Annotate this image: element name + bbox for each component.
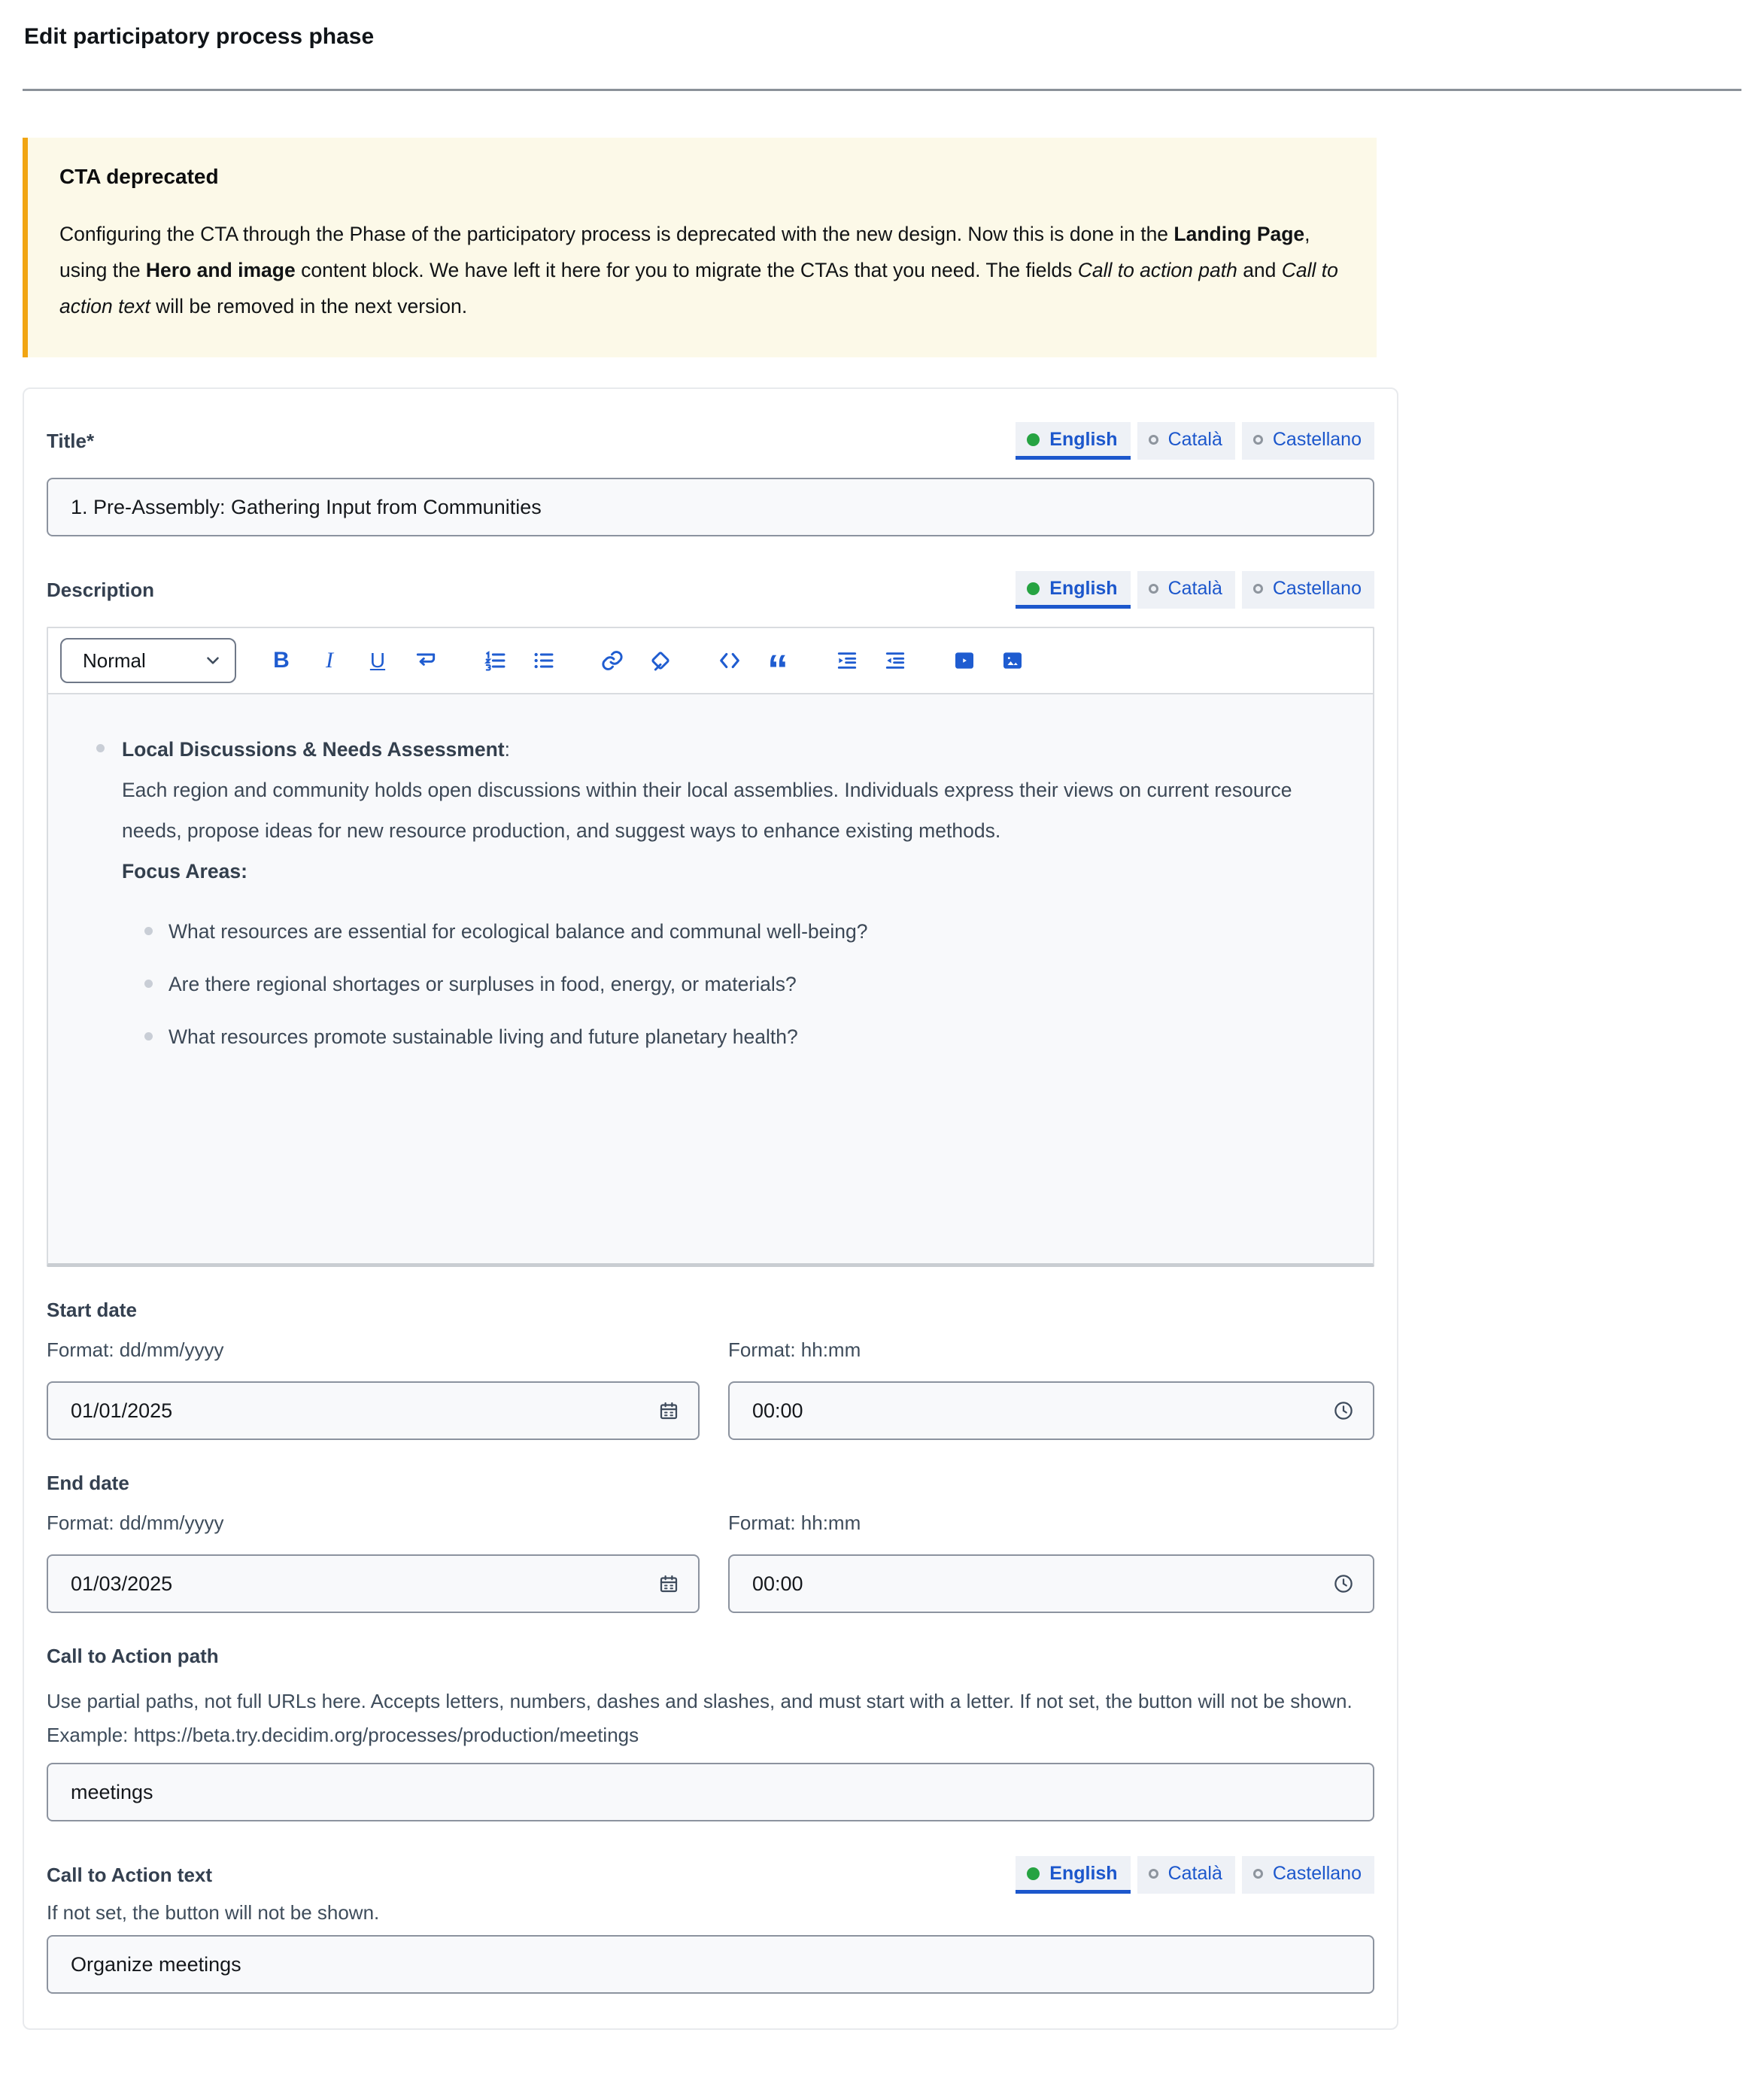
start-date-label: Start date: [47, 1299, 137, 1321]
language-tab-english[interactable]: [1016, 571, 1130, 609]
language-radio-icon: [1149, 1869, 1158, 1879]
description-language-tabs: [1016, 571, 1374, 609]
focus-areas-list: [122, 911, 1346, 1057]
line-break-button[interactable]: [411, 644, 441, 677]
end-time-input[interactable]: [752, 1572, 1332, 1596]
callout-cta-text-field: Call to action text: [59, 259, 1338, 317]
language-tab-label: English: [1049, 1863, 1118, 1884]
indent-button[interactable]: [832, 644, 862, 677]
start-time-field: [728, 1381, 1374, 1440]
language-tab-label: Castellano: [1272, 578, 1362, 599]
bullet-list-button[interactable]: [528, 644, 558, 677]
editor-content[interactable]: [48, 693, 1373, 1263]
focus-areas-label: Focus Areas:: [122, 860, 247, 883]
outdent-icon: [883, 649, 907, 673]
bold-button[interactable]: [266, 644, 296, 677]
video-embed-icon: [952, 649, 976, 673]
erase-styles-icon: [648, 649, 673, 673]
list-item: [122, 729, 1346, 1057]
language-tab-catala[interactable]: [1137, 422, 1235, 460]
language-tab-english[interactable]: [1016, 422, 1130, 460]
language-tab-catala[interactable]: [1137, 571, 1235, 609]
list-item: What resources promote sustainable living and future planetary health?: [169, 1016, 1346, 1057]
list-item: What resources are essential for ecological balance and communal well-being?: [169, 911, 1346, 952]
cta-path-group: [47, 1645, 1374, 1821]
cta-path-field: [47, 1763, 1374, 1821]
bullet-list-icon: [531, 649, 555, 673]
language-tab-label: Català: [1167, 429, 1222, 450]
title-language-tabs: [1016, 422, 1374, 460]
header-divider: [23, 89, 1741, 91]
bold-icon: B: [273, 648, 290, 673]
cta-text-input[interactable]: [71, 1953, 1355, 1976]
blockquote-button[interactable]: [763, 644, 793, 693]
start-date-field: [47, 1381, 700, 1440]
active-language-dot-icon: [1027, 582, 1040, 595]
start-time-input[interactable]: [752, 1399, 1332, 1423]
language-tab-label: Català: [1167, 1863, 1222, 1884]
video-embed-button[interactable]: [949, 644, 979, 677]
language-radio-icon: [1149, 435, 1158, 445]
active-language-dot-icon: [1027, 1867, 1040, 1880]
title-input-wrapper: [47, 478, 1374, 536]
end-date-field: [47, 1554, 700, 1613]
editor-toolbar: [48, 628, 1373, 693]
end-date-group: [47, 1472, 1374, 1613]
link-button[interactable]: [597, 644, 627, 677]
cta-deprecated-callout: [23, 138, 1377, 357]
language-radio-icon: [1253, 584, 1263, 594]
cta-path-help-line1: Use partial paths, not full URLs here. Accepts letters, numbers, dashes and slashes, and must start with a letter. If not set, the button will not be shown.: [47, 1690, 1353, 1712]
outdent-button[interactable]: [880, 644, 910, 677]
underline-button[interactable]: [363, 644, 393, 677]
title-input[interactable]: [71, 496, 1355, 519]
chevron-down-icon: [203, 651, 223, 670]
time-format-hint: Format: hh:mm: [728, 1338, 861, 1361]
item-body: Each region and community holds open discussions within their local assemblies. Individuals express their views on current resource needs, propose ideas for new resource production, and suggest ways to enhance existing methods.: [122, 779, 1292, 842]
language-tab-castellano[interactable]: [1242, 422, 1374, 460]
rich-text-editor: [47, 627, 1374, 1267]
callout-landing-page: Landing Page: [1173, 223, 1305, 245]
callout-title: CTA deprecated: [59, 165, 219, 188]
date-format-hint: Format: dd/mm/yyyy: [47, 1511, 224, 1534]
calendar-icon[interactable]: [657, 1572, 680, 1595]
clock-icon[interactable]: [1332, 1572, 1355, 1595]
end-date-input[interactable]: [71, 1572, 657, 1596]
description-field-group: [47, 568, 1374, 1267]
start-date-input[interactable]: [71, 1399, 657, 1423]
language-tab-label: Castellano: [1272, 429, 1362, 450]
date-format-hint: Format: dd/mm/yyyy: [47, 1338, 224, 1361]
language-tab-castellano[interactable]: [1242, 1856, 1374, 1894]
item-heading: Local Discussions & Needs Assessment: [122, 738, 505, 761]
list-item: Are there regional shortages or surpluses in food, energy, or materials?: [169, 964, 1346, 1004]
callout-text: content block. We have left it here for you to migrate the CTAs that you need. The fields: [295, 259, 1078, 281]
title-label: Title*: [47, 429, 95, 452]
language-radio-icon: [1149, 584, 1158, 594]
phase-form-card: [23, 387, 1398, 2030]
ordered-list-icon: [483, 649, 507, 673]
cta-text-group: [47, 1853, 1374, 1994]
time-format-hint: Format: hh:mm: [728, 1511, 861, 1534]
image-icon: [1000, 649, 1025, 673]
language-tab-label: Castellano: [1272, 1863, 1362, 1884]
language-tab-english[interactable]: [1016, 1856, 1130, 1894]
cta-path-label: Call to Action path: [47, 1645, 219, 1667]
callout-text: , using the: [59, 223, 1310, 281]
cta-text-label: Call to Action text: [47, 1863, 213, 1886]
indent-icon: [835, 649, 859, 673]
image-button[interactable]: [997, 644, 1028, 677]
start-date-group: [47, 1299, 1374, 1440]
underline-icon: U: [369, 649, 386, 672]
link-icon: [600, 649, 624, 673]
callout-hero-and-image: Hero and image: [145, 259, 296, 281]
language-tab-label: English: [1049, 578, 1118, 599]
blockquote-icon: “: [767, 646, 788, 693]
end-time-field: [728, 1554, 1374, 1613]
callout-cta-path-field: Call to action path: [1077, 259, 1237, 281]
language-tab-catala[interactable]: [1137, 1856, 1235, 1894]
italic-icon: I: [326, 648, 333, 673]
item-heading-suffix: :: [504, 738, 510, 761]
callout-text: will be removed in the next version.: [150, 295, 468, 317]
ordered-list-button[interactable]: [480, 644, 510, 677]
language-radio-icon: [1253, 1869, 1263, 1879]
language-radio-icon: [1253, 435, 1263, 445]
title-field-group: [47, 419, 1374, 536]
text-style-value: Normal: [83, 649, 146, 672]
cta-text-language-tabs: [1016, 1856, 1374, 1894]
callout-text: and: [1237, 259, 1282, 281]
erase-styles-button[interactable]: [645, 644, 676, 677]
clock-icon[interactable]: [1332, 1399, 1355, 1422]
description-label: Description: [47, 578, 155, 601]
callout-text: Configuring the CTA through the Phase of the participatory process is deprecated with the new design. Now this is done in the: [59, 223, 1174, 245]
line-break-icon: [414, 649, 438, 673]
text-style-select[interactable]: [60, 638, 236, 683]
cta-path-input[interactable]: [71, 1781, 1355, 1804]
callout-body: [59, 216, 1338, 324]
italic-button[interactable]: [314, 644, 345, 677]
page-title: Edit participatory process phase: [24, 24, 375, 49]
cta-path-help-line2: Example: https://beta.try.decidim.org/processes/production/meetings: [47, 1724, 639, 1746]
code-block-button[interactable]: [715, 644, 745, 677]
cta-text-help: If not set, the button will not be shown.: [47, 1901, 380, 1924]
active-language-dot-icon: [1027, 433, 1040, 446]
language-tab-label: Català: [1167, 578, 1222, 599]
code-block-icon: [717, 648, 742, 673]
description-bullet-list: [75, 729, 1346, 1057]
language-tab-label: English: [1049, 429, 1118, 450]
calendar-icon[interactable]: [657, 1399, 680, 1422]
cta-text-field: [47, 1935, 1374, 1994]
end-date-label: End date: [47, 1472, 129, 1494]
language-tab-castellano[interactable]: [1242, 571, 1374, 609]
